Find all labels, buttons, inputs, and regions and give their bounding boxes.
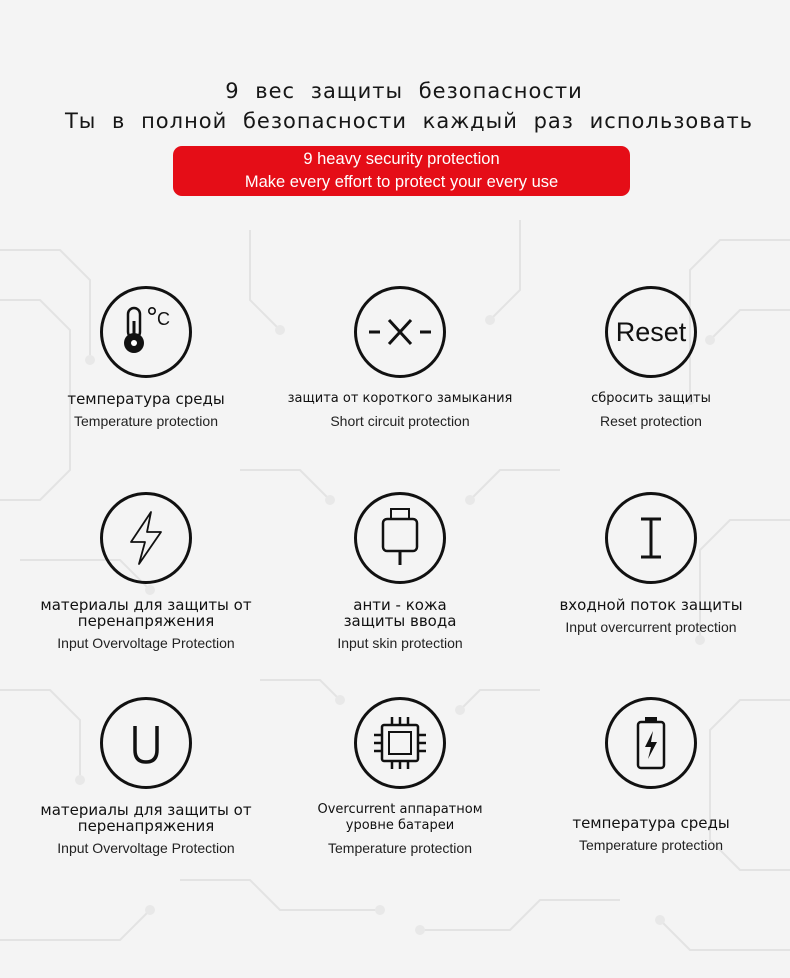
feature-short-circuit	[270, 286, 530, 429]
feature-label-ru: материалы для защиты от перенапряжения	[40, 801, 252, 835]
celsius-symbol: C	[157, 309, 170, 329]
red-banner	[173, 146, 630, 196]
feature-input-skin	[270, 492, 530, 651]
feature-icon-circle	[100, 286, 192, 378]
feature-label-en: Input Overvoltage Protection	[57, 840, 235, 856]
feature-icon-circle	[354, 492, 446, 584]
banner-title: 9 heavy security protection	[303, 150, 500, 168]
usb-plug-icon	[375, 505, 425, 571]
feature-label-en: Input Overvoltage Protection	[57, 635, 235, 651]
banner-subtitle: Make every effort to protect your every use	[244, 173, 559, 191]
feature-input-overcurrent	[521, 492, 781, 635]
feature-label-en: Short circuit protection	[330, 413, 470, 429]
feature-label-ru: входной поток защиты	[559, 596, 743, 614]
short-circuit-icon	[365, 312, 435, 352]
feature-label-ru: сбросить защиты	[591, 391, 711, 406]
feature-label-en: Temperature protection	[579, 837, 723, 853]
thermometer-icon	[111, 297, 181, 367]
feature-icon-circle	[354, 697, 446, 789]
feature-temperature	[16, 286, 276, 429]
feature-icon-circle	[605, 697, 697, 789]
feature-label-en: Temperature protection	[74, 413, 218, 429]
feature-label-en: Temperature protection	[328, 840, 472, 856]
feature-label-en: Input overcurrent protection	[565, 619, 737, 635]
feature-icon-circle	[354, 286, 446, 378]
feature-reset	[521, 286, 781, 429]
feature-label-en: Reset protection	[600, 413, 702, 429]
feature-label-ru: материалы для защиты от перенапряжения	[40, 596, 252, 630]
feature-icon-circle	[605, 286, 697, 378]
page-title-ru: 9 вес защиты безопасности	[225, 79, 583, 103]
u-shape-icon	[121, 718, 171, 768]
page-subtitle-ru: Ты в полной безопасности каждый раз использовать	[64, 109, 754, 133]
feature-icon-circle	[100, 697, 192, 789]
reset-icon: Reset	[615, 316, 687, 347]
feature-battery-temperature	[521, 697, 781, 853]
feature-label-ru: анти - кожа защиты ввода	[343, 596, 457, 630]
feature-label-ru: Overcurrent аппаратном уровне батареи	[317, 802, 483, 833]
chip-icon	[370, 713, 430, 773]
page-header	[0, 76, 790, 136]
feature-label-ru: защита от короткого замыкания	[287, 391, 513, 406]
feature-battery-overcurrent	[270, 697, 530, 856]
feature-input-overvoltage-2	[16, 697, 276, 856]
feature-label-ru: температура среды	[572, 814, 730, 832]
feature-label-ru: температура среды	[67, 390, 225, 408]
feature-label-en: Input skin protection	[337, 635, 463, 651]
feature-input-overvoltage	[16, 492, 276, 651]
current-i-icon	[631, 513, 671, 563]
battery-icon	[631, 713, 671, 773]
feature-icon-circle	[100, 492, 192, 584]
feature-icon-circle	[605, 492, 697, 584]
lightning-icon	[121, 508, 171, 568]
